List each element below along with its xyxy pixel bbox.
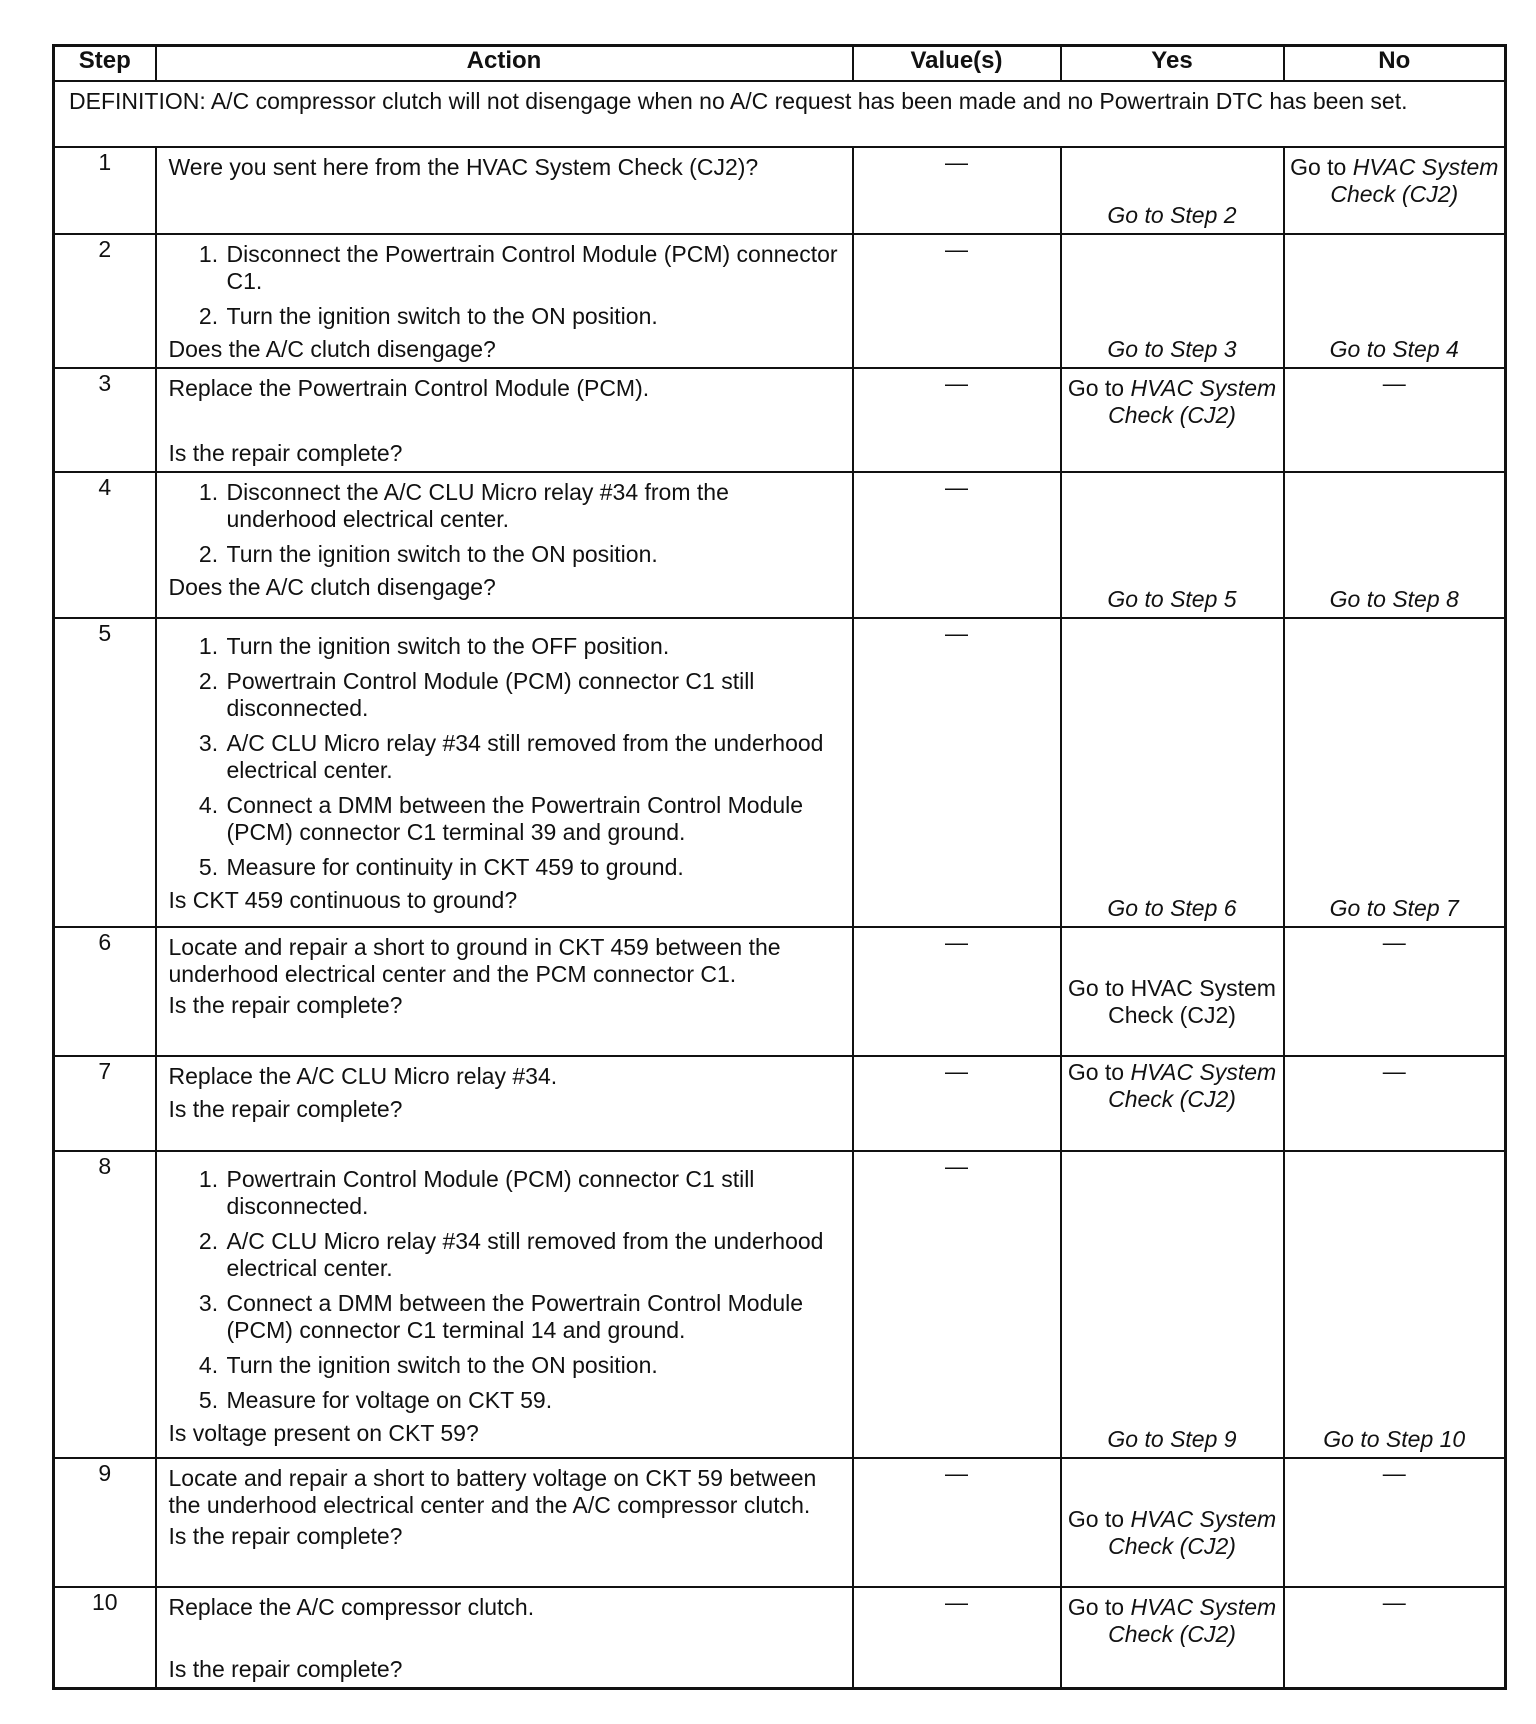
table-row	[54, 1151, 1506, 1458]
value-cell: —	[853, 147, 1061, 234]
action-cell	[156, 1587, 853, 1688]
step-number: 6	[54, 927, 156, 1056]
yes-cell	[1061, 927, 1284, 1056]
yes-link[interactable]: Go to Step 6	[1107, 895, 1237, 921]
table-row	[54, 1458, 1506, 1587]
no-cell	[1284, 618, 1506, 927]
yes-cell	[1061, 1458, 1284, 1587]
step-number: 8	[54, 1151, 156, 1458]
action-text: Locate and repair a short to battery voltage on CKT 59 between the underhood electrical center and the A/C compressor clutch.	[168, 1465, 817, 1518]
yes-link[interactable]: Go to Step 2	[1107, 202, 1237, 228]
list-item: 1. Disconnect the A/C CLU Micro relay #34 from the underhood electrical center.	[225, 479, 842, 533]
step-number: 1	[54, 147, 156, 234]
list-item: 2. Powertrain Control Module (PCM) connector C1 still disconnected.	[225, 668, 842, 722]
action-text: Replace the Powertrain Control Module (PCM).	[168, 375, 650, 401]
action-question: Does the A/C clutch disengage?	[168, 336, 496, 362]
list-item: 2. Turn the ignition switch to the ON position.	[225, 303, 842, 330]
list-item: 1. Turn the ignition switch to the OFF position.	[225, 633, 842, 660]
yes-cell	[1061, 472, 1284, 618]
step-number: 7	[54, 1056, 156, 1151]
table-row	[54, 234, 1506, 368]
definition-row	[54, 81, 1506, 147]
table-row	[54, 1587, 1506, 1688]
action-text: Locate and repair a short to ground in CKT 459 between the underhood electrical center and the PCM connector C1.	[168, 934, 781, 987]
yes-link[interactable]: Go to Step 9	[1107, 1426, 1237, 1452]
action-list	[169, 479, 842, 568]
action-question: Is the repair complete?	[168, 1655, 403, 1682]
list-item: 2. Turn the ignition switch to the ON position.	[225, 541, 842, 568]
action-list	[169, 1158, 842, 1414]
list-item: 3. A/C CLU Micro relay #34 still removed from the underhood electrical center.	[225, 730, 842, 784]
yes-cell	[1061, 368, 1284, 472]
yes-link[interactable]: Go to Step 5	[1107, 586, 1237, 612]
action-text: Replace the A/C compressor clutch.	[168, 1594, 535, 1620]
list-item: 1. Powertrain Control Module (PCM) connector C1 still disconnected.	[225, 1166, 842, 1220]
yes-link-prefix: Go to	[1067, 1594, 1125, 1620]
value-cell: —	[853, 1056, 1061, 1151]
yes-link[interactable]	[1062, 1059, 1283, 1113]
yes-link-target: HVAC System Check (CJ2)	[1108, 1505, 1277, 1559]
yes-cell	[1061, 234, 1284, 368]
yes-cell	[1061, 1056, 1284, 1151]
value-cell: —	[853, 368, 1061, 472]
step-number: 9	[54, 1458, 156, 1587]
action-question: Is voltage present on CKT 59?	[168, 1420, 479, 1446]
yes-cell	[1061, 147, 1284, 234]
table-row	[54, 472, 1506, 618]
no-cell: —	[1284, 1056, 1506, 1151]
action-cell	[156, 368, 853, 472]
no-link[interactable]: Go to Step 4	[1329, 336, 1459, 362]
action-cell	[156, 234, 853, 368]
yes-link-target: HVAC System Check (CJ2)	[1108, 375, 1277, 428]
action-question: Is the repair complete?	[168, 440, 403, 466]
step-number: 4	[54, 472, 156, 618]
header-row	[54, 46, 1506, 82]
header-yes: Yes	[1061, 46, 1284, 82]
header-values: Value(s)	[853, 46, 1061, 82]
action-cell	[156, 618, 853, 927]
action-list	[169, 625, 842, 881]
no-link-target: HVAC System Check (CJ2)	[1330, 154, 1499, 207]
step-number: 3	[54, 368, 156, 472]
yes-link-prefix: Go to	[1067, 375, 1125, 401]
value-cell: —	[853, 618, 1061, 927]
action-cell	[156, 147, 853, 234]
value-cell: —	[853, 927, 1061, 1056]
yes-link-prefix: Go to	[1067, 1505, 1125, 1532]
action-question: Is the repair complete?	[168, 1096, 403, 1122]
no-cell: —	[1284, 368, 1506, 472]
list-item: 4. Turn the ignition switch to the ON position.	[225, 1352, 842, 1379]
no-cell	[1284, 1151, 1506, 1458]
action-cell	[156, 472, 853, 618]
yes-cell	[1061, 618, 1284, 927]
yes-link[interactable]: Go to HVAC System Check (CJ2)	[1068, 974, 1276, 1028]
yes-link-target: HVAC System Check (CJ2)	[1108, 1594, 1277, 1647]
action-text: Were you sent here from the HVAC System Check (CJ2)?	[168, 154, 759, 180]
step-number: 5	[54, 618, 156, 927]
no-link[interactable]: Go to Step 7	[1329, 895, 1459, 921]
list-item: 2. A/C CLU Micro relay #34 still removed from the underhood electrical center.	[225, 1228, 842, 1282]
value-cell: —	[853, 472, 1061, 618]
definition-text: DEFINITION: A/C compressor clutch will not disengage when no A/C request has been made and no Powertrain DTC has been set.	[54, 81, 1506, 147]
value-cell: —	[853, 1151, 1061, 1458]
diagnostic-table	[52, 44, 1507, 1690]
yes-cell	[1061, 1587, 1284, 1688]
value-cell: —	[853, 1587, 1061, 1688]
header-no: No	[1284, 46, 1506, 82]
list-item: 5. Measure for continuity in CKT 459 to ground.	[225, 854, 842, 881]
list-item: 5. Measure for voltage on CKT 59.	[225, 1387, 842, 1414]
action-question: Is the repair complete?	[168, 1523, 403, 1549]
header-action: Action	[156, 46, 853, 82]
list-item: 4. Connect a DMM between the Powertrain Control Module (PCM) connector C1 terminal 39 and ground.	[225, 792, 842, 846]
step-number: 10	[54, 1587, 156, 1688]
yes-cell	[1061, 1151, 1284, 1458]
table-row	[54, 147, 1506, 234]
no-cell	[1284, 234, 1506, 368]
no-link-prefix: Go to	[1290, 154, 1347, 180]
yes-link[interactable]	[1062, 1506, 1283, 1560]
no-cell	[1284, 147, 1506, 234]
yes-link-target: HVAC System Check (CJ2)	[1108, 1059, 1277, 1112]
action-question: Is the repair complete?	[168, 992, 403, 1018]
table-row	[54, 618, 1506, 927]
no-cell	[1284, 472, 1506, 618]
list-item: 1. Disconnect the Powertrain Control Module (PCM) connector C1.	[225, 241, 842, 295]
yes-link[interactable]: Go to Step 3	[1107, 336, 1237, 362]
value-cell: —	[853, 1458, 1061, 1587]
step-number: 2	[54, 234, 156, 368]
action-cell	[156, 1458, 853, 1587]
no-link[interactable]	[1285, 154, 1505, 208]
action-list	[169, 241, 842, 330]
action-text: Replace the A/C CLU Micro relay #34.	[168, 1063, 558, 1089]
table-row	[54, 1056, 1506, 1151]
yes-link[interactable]	[1062, 1594, 1283, 1648]
action-cell	[156, 927, 853, 1056]
list-item: 3. Connect a DMM between the Powertrain Control Module (PCM) connector C1 terminal 14 and ground.	[225, 1290, 842, 1344]
yes-link[interactable]	[1062, 375, 1283, 429]
value-cell: —	[853, 234, 1061, 368]
action-cell	[156, 1056, 853, 1151]
table-row	[54, 927, 1506, 1056]
header-step: Step	[54, 46, 156, 82]
no-cell: —	[1284, 1458, 1506, 1587]
no-link[interactable]: Go to Step 10	[1323, 1426, 1466, 1452]
action-question: Does the A/C clutch disengage?	[168, 574, 496, 600]
yes-link-prefix: Go to	[1067, 1059, 1125, 1085]
action-question: Is CKT 459 continuous to ground?	[168, 887, 518, 913]
table-row	[54, 368, 1506, 472]
action-cell	[156, 1151, 853, 1458]
no-cell: —	[1284, 927, 1506, 1056]
no-cell: —	[1284, 1587, 1506, 1688]
no-link[interactable]: Go to Step 8	[1329, 586, 1459, 612]
